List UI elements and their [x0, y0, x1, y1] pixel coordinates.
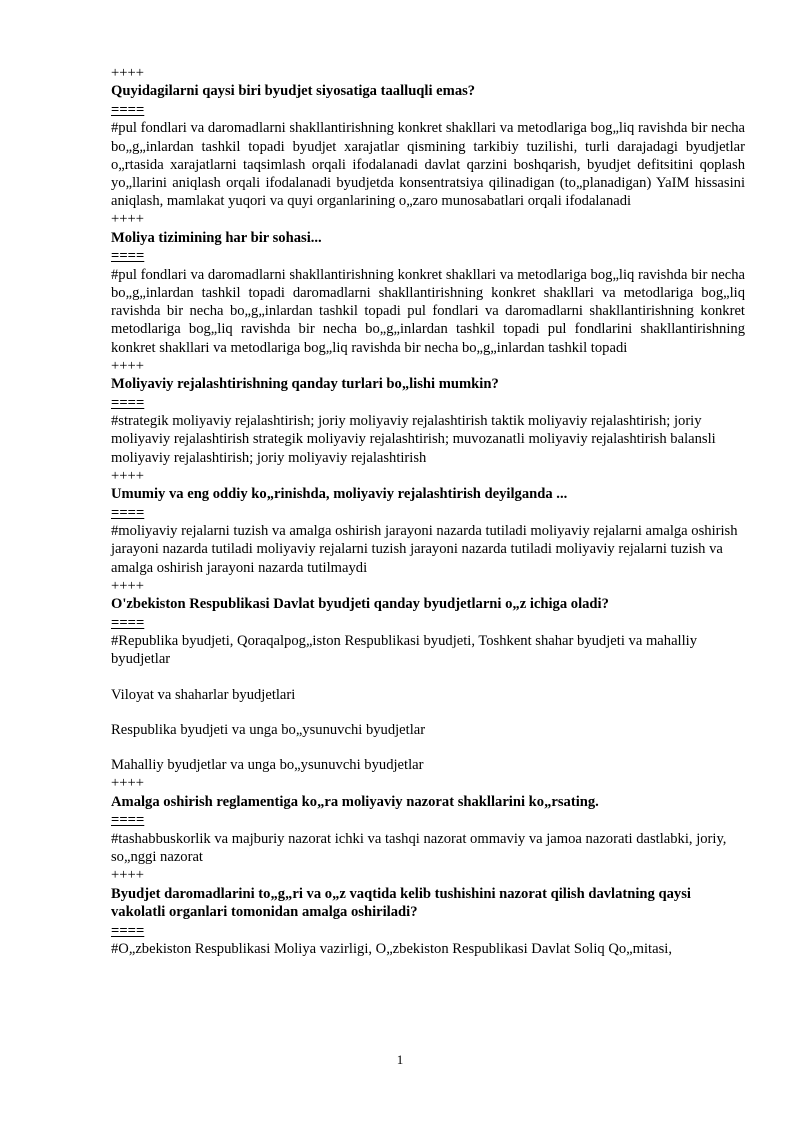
separator-marker: ====	[111, 504, 145, 521]
answer-text: #pul fondlari va daromadlarni shakllantirishning konkret shakllari va metodlariga bog„liq ravishda bir necha bo„g„inlardan tashkil topadi daromadlarni shakllantirishning konkret shakllari va metodlariga bog„liq ravishda bir necha bo„g„inlardan tashkil topadi pul fondlari va daromadlarni shakllantirishning konkret metodlariga bog„liq ravishda bir necha bo„g„inlardan tashkil topadi pul fondlarini shakllantirishning konkret shakllari va metodlariga bog„liq ravishda bir necha bo„g„inlardan tashkil topadi	[111, 266, 745, 356]
separator-marker: ====	[111, 394, 145, 411]
question-text: Quyidagilarni qaysi biri byudjet siyosatiga taalluqli emas?	[111, 83, 476, 100]
answer-text: #moliyaviy rejalarni tuzish va amalga oshirish jarayoni nazarda tutiladi moliyaviy rejalarni amalga oshirish jarayoni nazarda tutiladi moliyaviy rejalarni tuzish jarayoni nazarda tutiladi moliyaviy rejalarni tuzish va amalga oshirish jarayoni nazarda tutilmaydi	[111, 523, 738, 576]
question-text: Byudjet daromadlarini to„g„ri va o„z vaqtida kelib tushishini nazorat qilish davlatning qaysi vakolatli organlari tomonidan amalga oshiriladi?	[111, 885, 691, 921]
question-text: O'zbekiston Respublikasi Davlat byudjeti qanday byudjetlarni o„z ichiga oladi?	[111, 596, 609, 613]
block-open-marker: ++++	[111, 577, 144, 594]
answer-option-text: Respublika byudjeti va unga bo„ysunuvchi byudjetlar	[111, 721, 426, 738]
page-number: 1	[396, 1052, 404, 1067]
separator-marker: ====	[111, 102, 145, 118]
question-text: Moliya tizimining har bir sohasi...	[111, 229, 322, 246]
block-open-marker: ++++	[111, 775, 144, 792]
question-block-3	[111, 357, 745, 467]
separator-marker: ====	[111, 922, 145, 939]
question-text: Amalga oshirish reglamentiga ko„ra moliyaviy nazorat shakllarini ko„rsating.	[111, 793, 599, 810]
answer-option-text: Viloyat va shaharlar byudjetlari	[111, 686, 296, 703]
block-open-marker: ++++	[111, 357, 144, 374]
question-text: Umumiy va eng oddiy ko„rinishda, moliyaviy rejalashtirish deyilganda ...	[111, 486, 568, 503]
question-block-5	[111, 577, 745, 774]
question-block-7	[111, 866, 745, 958]
question-block-6	[111, 774, 745, 866]
block-open-marker: ++++	[111, 467, 144, 484]
answer-text: #strategik moliyaviy rejalashtirish; joriy moliyaviy rejalashtirish taktik moliyaviy rejalashtirish; joriy moliyaviy rejalashtirish strategik moliyaviy rejalashtirish; muvozanatli moliyaviy rejalashtirish balansli moliyaviy rejalashtirish; joriy moliyaviy rejalashtirish	[111, 413, 716, 466]
answer-text: #pul fondlari va daromadlarni shakllantirishning konkret shakllari va metodlariga bog„liq ravishda bir necha bo„g„inlardan tashkil topadi byudjet xarajatlar qismining tarkibiy tuzilishi, turli darajadagi byudjetlar o„rtasida xarajatlarni taqsimlash orqali ifodalanadi davlat qarzini boshqarish, byudjet defitsitini qoplash yo„llarini aniqlash orqali ifodalanadi byudjetda konsentratsiya qilinadigan (to„planadigan) YaIM hissasini aniqlash, mamlakat yuqori va quyi organlarining o„zaro munosabatlari orqali ifodalanadi	[111, 120, 745, 210]
block-open-marker: ++++	[111, 211, 144, 228]
answer-text: #O„zbekiston Respublikasi Moliya vazirligi, O„zbekiston Respublikasi Davlat Soliq Qo„mitasi,	[111, 941, 672, 958]
question-block-4	[111, 467, 745, 577]
separator-marker: ====	[111, 812, 145, 829]
answer-option-text: Mahalliy byudjetlar va unga bo„ysunuvchi byudjetlar	[111, 757, 424, 774]
separator-marker: ====	[111, 614, 145, 631]
answer-text: #tashabbuskorlik va majburiy nazorat ichki va tashqi nazorat ommaviy va jamoa nazorati dastlabki, joriy, so„nggi nazorat	[111, 830, 727, 865]
block-open-marker: ++++	[111, 867, 144, 884]
question-block-1	[111, 64, 745, 210]
answer-text: #Republika byudjeti, Qoraqalpog„iston Respublikasi byudjeti, Toshkent shahar byudjeti va mahalliy byudjetlar	[111, 633, 698, 668]
question-block-2	[111, 210, 745, 356]
question-text: Moliyaviy rejalashtirishning qanday turlari bo„lishi mumkin?	[111, 376, 499, 393]
document-page	[111, 64, 745, 958]
block-open-marker: ++++	[111, 65, 144, 81]
separator-marker: ====	[111, 248, 145, 265]
